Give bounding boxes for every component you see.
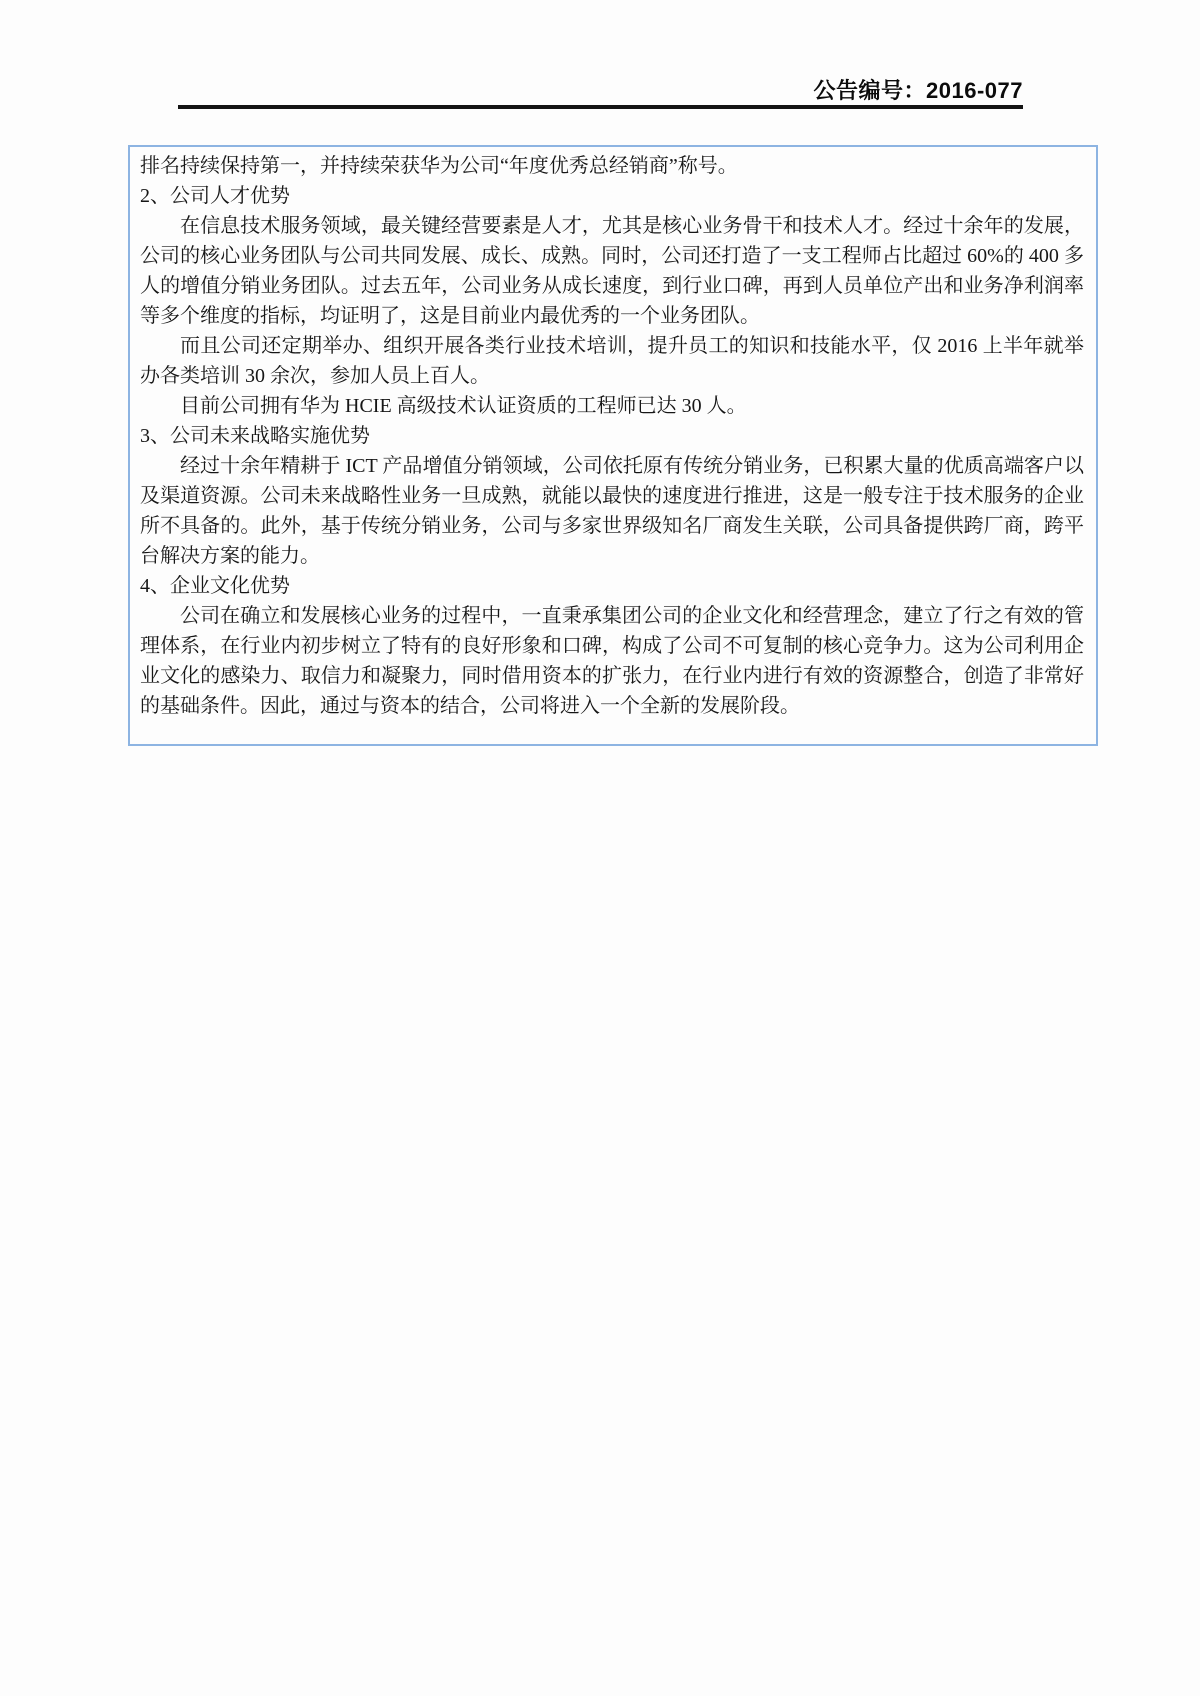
paragraph-ict-distribution: 经过十余年精耕于 ICT 产品增值分销领域，公司依托原有传统分销业务，已积累大量的优质高端客户以及渠道资源。公司未来战略性业务一旦成熟，就能以最快的速度进行推进，这是一般专注于技术服务的企业所不具备的。此外，基于传统分销业务，公司与多家世界级知名厂商发生关联，公司具备提供跨厂商，跨平台解决方案的能力。 <box>140 455 1084 567</box>
announcement-number: 公告编号：2016-077 <box>813 78 1023 103</box>
paragraph-hcie-engineers: 目前公司拥有华为 HCIE 高级技术认证资质的工程师已达 30 人。 <box>180 395 747 417</box>
paragraph-ranking-note: 排名持续保持第一，并持续荣获华为公司“年度优秀总经销商”称号。 <box>140 155 738 177</box>
paragraph-corporate-culture: 公司在确立和发展核心业务的过程中，一直秉承集团公司的企业文化和经营理念，建立了行之有效的管理体系，在行业内初步树立了特有的良好形象和口碑，构成了公司不可复制的核心竞争力。这为公司利用企业文化的感染力、取信力和凝聚力，同时借用资本的扩张力，在行业内进行有效的资源整合，创造了非常好的基础条件。因此，通过与资本的结合，公司将进入一个全新的发展阶段。 <box>140 605 1084 717</box>
paragraph-training: 而且公司还定期举办、组织开展各类行业技术培训，提升员工的知识和技能水平，仅 2016 上半年就举办各类培训 30 余次，参加人员上百人。 <box>140 335 1084 387</box>
section-heading-talent-advantage: 2、公司人才优势 <box>140 185 290 207</box>
announcement-content-box <box>128 145 1098 746</box>
section-heading-strategy-advantage: 3、公司未来战略实施优势 <box>140 425 370 447</box>
section-heading-culture-advantage: 4、企业文化优势 <box>140 575 290 597</box>
paragraph-talent-team: 在信息技术服务领域，最关键经营要素是人才，尤其是核心业务骨干和技术人才。经过十余年的发展，公司的核心业务团队与公司共同发展、成长、成熟。同时，公司还打造了一支工程师占比超过 60%的 400 多人的增值分销业务团队。过去五年，公司业务从成长速度，到行业口碑，再到人员单位产出和业务净利润率等多个维度的指标，均证明了，这是目前业内最优秀的一个业务团队。 <box>140 215 1084 327</box>
header-divider-rule <box>178 105 1023 109</box>
